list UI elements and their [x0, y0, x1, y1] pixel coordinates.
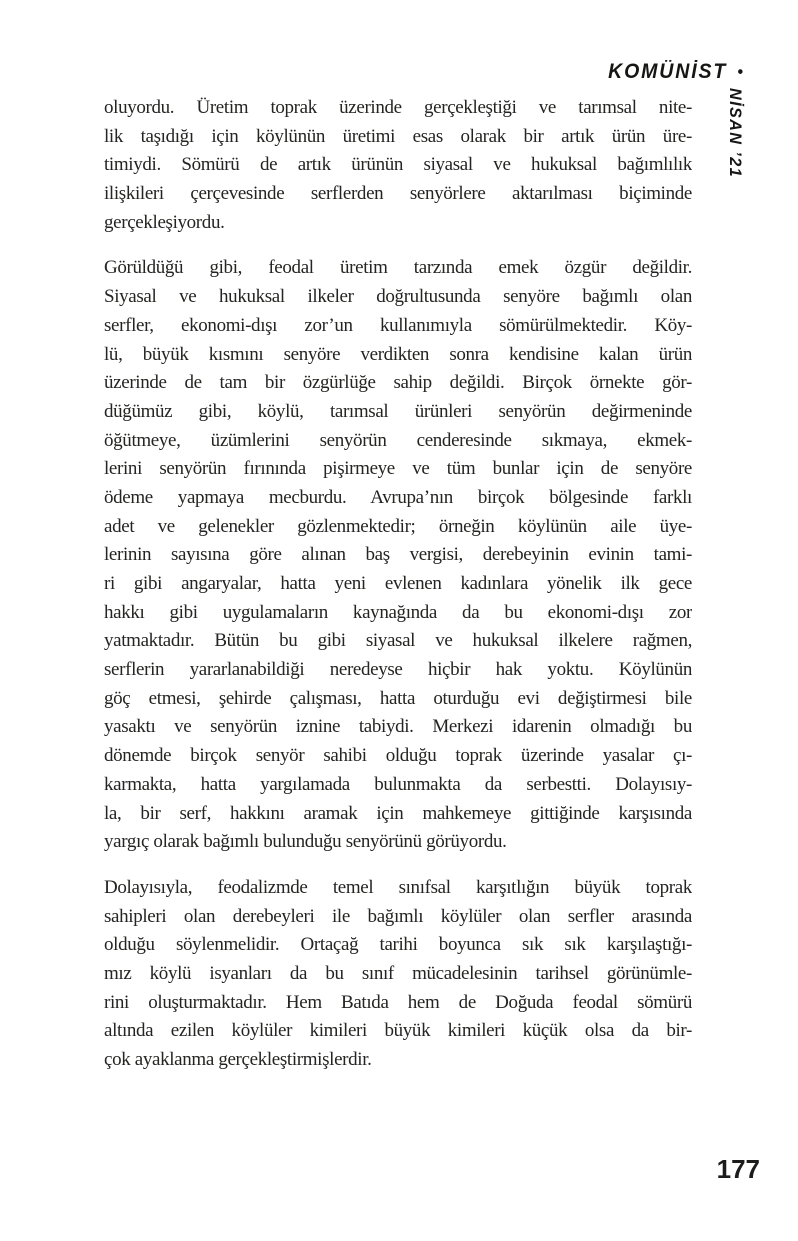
text-line: ödeme yapmaya mecburdu. Avrupa’nın birçok bölgesinde farklı	[104, 486, 692, 508]
text-line: lik taşıdığı için köylünün üretimi esas olarak bir artık ürün üre-	[104, 125, 692, 147]
text-line: altında ezilen köylüler kimileri büyük kimileri küçük olsa da bir-	[104, 1020, 692, 1042]
text-line: lü, büyük kısmını senyöre verdikten sonra kendisine kalan ürün	[104, 343, 692, 365]
text-line: mız köylü isyanları da bu sınıf mücadelesinin tarihsel görünümle-	[104, 962, 692, 984]
text-line: ilişkileri çerçevesinde serflerden senyörlere aktarılması biçiminde	[104, 183, 692, 205]
text-line: ri gibi angaryalar, hatta yeni evlenen kadınlara yönelik ilk gece	[104, 573, 692, 594]
text-line: timiydi. Sömürü de artık ürünün siyasal ve hukuksal bağımlılık	[104, 154, 692, 176]
text-line: yatmaktadır. Bütün bu gibi siyasal ve hukuksal ilkelere rağmen,	[104, 630, 692, 652]
paragraph	[104, 254, 692, 856]
text-line: gerçekleşiyordu.	[104, 211, 225, 233]
bullet-separator-icon: •	[737, 62, 743, 81]
text-line: serfler, ekonomi-dışı zor’un kullanımıyla sömürülmektedir. Köy-	[104, 314, 692, 336]
text-line: öğütmeye, üzümlerini senyörün cenderesinde sıkmaya, ekmek-	[104, 429, 692, 451]
issue-date-vertical: NİSAN ’21	[726, 88, 745, 179]
text-line: serflerin yararlanabildiği neredeyse hiçbir hak yoktu. Köylünün	[104, 659, 692, 681]
text-line: karmakta, hatta yargılamada bulunmakta da serbestti. Dolayısıy-	[104, 773, 692, 795]
paragraph	[104, 94, 692, 237]
text-line: hakkı gibi uygulamaların kaynağında da bu ekonomi-dışı zor	[104, 601, 692, 623]
paragraph	[104, 874, 692, 1075]
text-line: oluyordu. Üretim toprak üzerinde gerçekleştiği ve tarımsal nite-	[104, 97, 692, 118]
text-line: çok ayaklanma gerçekleştirmişlerdir.	[104, 1049, 372, 1070]
running-head	[608, 60, 743, 84]
text-line: üzerinde de tam bir özgürlüğe sahip değildi. Birçok örnekte gör-	[104, 372, 692, 394]
page-number: 177	[716, 1154, 760, 1184]
body-text	[104, 94, 692, 1092]
text-line: Siyasal ve hukuksal ilkeler doğrultusunda senyöre bağımlı olan	[104, 286, 692, 308]
text-line: göç etmesi, şehirde çalışması, hatta oturduğu evi değiştirmesi bile	[104, 687, 692, 709]
text-line: yasaktı ve senyörün iznine tabiydi. Merkezi idarenin olmadığı bu	[104, 716, 692, 738]
text-line: olduğu söylenmelidir. Ortaçağ tarihi boyunca sık sık karşılaştığı-	[104, 934, 692, 956]
text-line: adet ve gelenekler gözlenmektedir; örneğin köylünün aile üye-	[104, 515, 692, 537]
journal-title: KOMÜNİST	[608, 60, 728, 83]
text-line: la, bir serf, hakkını aramak için mahkemeye gittiğinde karşısında	[104, 802, 692, 824]
text-line: sahipleri olan derebeyleri ile bağımlı köylüler olan serfler arasında	[104, 905, 692, 927]
text-line: Görüldüğü gibi, feodal üretim tarzında emek özgür değildir.	[104, 257, 692, 279]
text-line: dönemde birçok senyör sahibi olduğu toprak üzerinde yasalar çı-	[104, 745, 692, 767]
text-line: düğümüz gibi, köylü, tarımsal ürünleri senyörün değirmeninde	[104, 400, 692, 422]
text-line: lerini senyörün fırınında pişirmeye ve tüm bunlar için de senyöre	[104, 458, 692, 480]
text-line: yargıç olarak bağımlı bulunduğu senyörünü görüyordu.	[104, 831, 507, 853]
text-line: lerinin sayısına göre alınan baş vergisi, derebeyinin evinin tami-	[104, 544, 692, 566]
text-line: rini oluşturmaktadır. Hem Batıda hem de Doğuda feodal sömürü	[104, 991, 692, 1013]
text-line: Dolayısıyla, feodalizmde temel sınıfsal karşıtlığın büyük toprak	[104, 876, 692, 898]
